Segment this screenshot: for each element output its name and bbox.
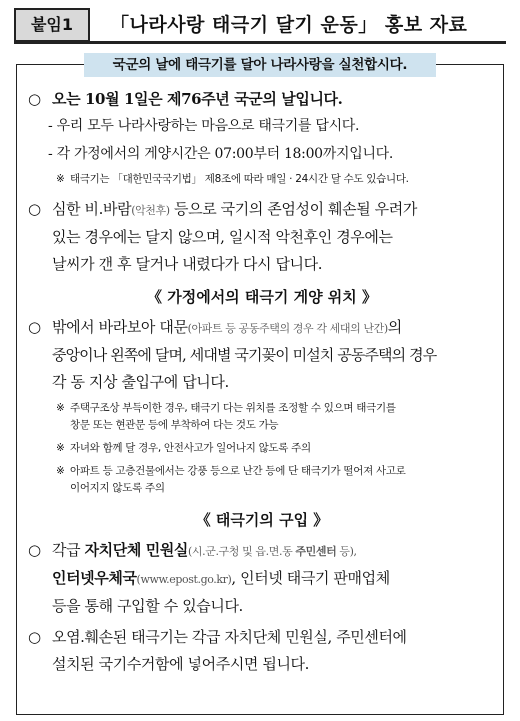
item1-note bbox=[26, 171, 498, 188]
note-mark-icon: ※ bbox=[56, 402, 65, 414]
item4-line2a: 인터넷우체국 bbox=[52, 569, 137, 587]
item2-line3: 날씨가 갠 후 달거나 내렸다가 다시 답니다. bbox=[52, 255, 323, 273]
section-home-position: 《 가정에서의 태극기 게양 위치 》 bbox=[147, 288, 377, 306]
note-high-rise bbox=[26, 463, 498, 497]
item-purchase bbox=[26, 537, 498, 620]
slogan-banner: 국군의 날에 태극기를 달아 나라사랑을 실천합시다. bbox=[84, 53, 436, 77]
item1-sub2: - 각 가정에서의 게양시간은 07:00부터 18:00까지입니다. bbox=[48, 146, 394, 162]
circle-bullet-icon: ○ bbox=[28, 541, 41, 559]
header-divider bbox=[14, 41, 506, 44]
item1-sub1: - 우리 모두 나라사랑하는 마음으로 태극기를 답시다. bbox=[48, 118, 360, 134]
note-children bbox=[26, 440, 498, 457]
circle-bullet-icon: ○ bbox=[28, 90, 41, 108]
item2-line2: 있는 경우에는 달지 않으며, 일시적 악천후인 경우에는 bbox=[52, 228, 393, 246]
item-disposal bbox=[26, 624, 498, 678]
item4-line2c: , 인터넷 태극기 판매업체 bbox=[231, 569, 390, 587]
document-title: 「나라사랑 태극기 달기 운동」 홍보 자료 bbox=[110, 14, 468, 36]
item2-line1c: 등으로 국기의 존엄성이 훼손될 우려가 bbox=[169, 200, 417, 218]
note1-line1: 주택구조상 부득이한 경우, 태극기 다는 위치를 조정할 수 있으며 태극기를 bbox=[70, 402, 396, 414]
item2-line1a: 심한 비.바람 bbox=[52, 200, 132, 218]
note-structure bbox=[26, 400, 498, 434]
content-body bbox=[26, 86, 498, 678]
circle-bullet-icon: ○ bbox=[28, 318, 41, 336]
item2-line1b: (악천후) bbox=[131, 204, 170, 217]
item4-line1a: 각급 bbox=[52, 541, 85, 559]
note-mark-icon: ※ bbox=[56, 173, 65, 185]
note3-line1: 아파트 등 고층건물에서는 강풍 등으로 난간 등에 단 태극기가 떨어져 사고로 bbox=[70, 465, 406, 477]
section-purchase: 《 태극기의 구입 》 bbox=[195, 511, 329, 529]
note-mark-icon: ※ bbox=[56, 442, 65, 454]
item-armed-forces-day bbox=[26, 86, 498, 113]
item1-headline: 오는 10월 1일은 제76주년 국군의 날입니다. bbox=[52, 90, 343, 108]
item5-line1: 오염.훼손된 태극기는 각급 자치단체 민원실, 주민센터에 bbox=[52, 628, 407, 646]
note3-line2: 이어지지 않도록 주의 bbox=[70, 482, 165, 494]
circle-bullet-icon: ○ bbox=[28, 200, 41, 218]
item4-line1c: (시.군.구청 및 읍.면.동 bbox=[188, 545, 296, 558]
item-bad-weather bbox=[26, 196, 498, 278]
item4-line1b: 자치단체 민원실 bbox=[84, 541, 189, 559]
document-header bbox=[14, 8, 506, 42]
item1-note-text: 태극기는 「대한민국국기법」 제8조에 따라 매일 · 24시간 달 수도 있습니다. bbox=[70, 173, 409, 185]
item-position bbox=[26, 314, 498, 396]
item3-line1b: (아파트 등 공동주택의 경우 각 세대의 난간) bbox=[187, 322, 388, 335]
attachment-tag: 붙임1 bbox=[14, 8, 90, 42]
item3-line3: 각 동 지상 출입구에 답니다. bbox=[52, 373, 229, 391]
item3-line1c: 의 bbox=[387, 318, 402, 336]
item3-line1a: 밖에서 바라보아 대문 bbox=[52, 318, 188, 336]
circle-bullet-icon: ○ bbox=[28, 628, 41, 646]
item4-line1d: 주민센터 bbox=[295, 545, 337, 558]
item4-line2b: (www.epost.go.kr) bbox=[136, 573, 232, 586]
item4-line1e: 등), bbox=[336, 545, 357, 558]
item5-line2: 설치된 국기수거함에 넣어주시면 됩니다. bbox=[52, 655, 310, 673]
note1-line2: 창문 또는 현관문 등에 부착하여 다는 것도 가능 bbox=[70, 419, 279, 431]
note2-line1: 자녀와 함께 달 경우, 안전사고가 일어나지 않도록 주의 bbox=[70, 442, 311, 454]
note-mark-icon: ※ bbox=[56, 465, 65, 477]
item4-line3: 등을 통해 구입할 수 있습니다. bbox=[52, 597, 243, 615]
item3-line2: 중앙이나 왼쪽에 달며, 세대별 국기꽂이 미설치 공동주택의 경우 bbox=[52, 346, 437, 364]
